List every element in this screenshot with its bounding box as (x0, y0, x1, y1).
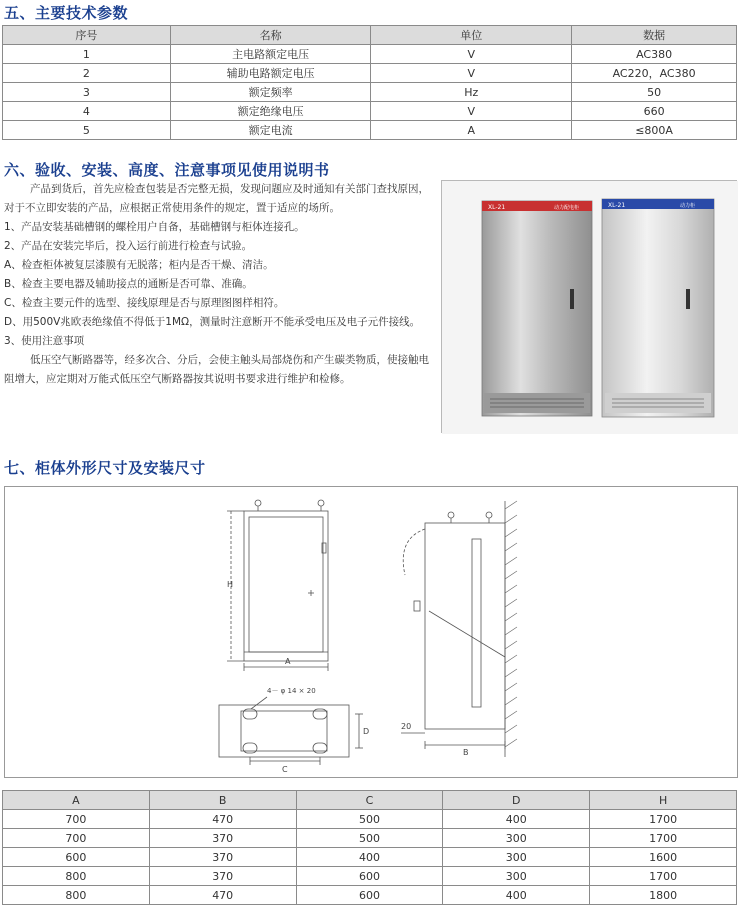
tech-params-table (2, 25, 737, 140)
table-cell: 400 (443, 886, 590, 905)
paragraph: 低压空气断路器等，经多次合、分后，会使主触头局部烧伤和产生碳类物质，使接触电阻增大，应定期对万能式低压空气断路器按其说明书要求进行维护和检修。 (4, 354, 429, 385)
table-cell: 370 (149, 848, 296, 867)
table-cell: 2 (3, 64, 171, 83)
paragraph: 1、产品安装基础槽钢的螺栓用户自备，基础槽钢与柜体连接孔。 (4, 221, 305, 233)
table-cell: 1800 (590, 886, 737, 905)
label-d: D (363, 727, 370, 736)
column-header: C (296, 791, 443, 810)
section7-title: 七、柜体外形尺寸及安装尺寸 (4, 459, 206, 477)
table-cell: 400 (296, 848, 443, 867)
table-cell: 1600 (590, 848, 737, 867)
table-cell: 700 (3, 810, 150, 829)
table-cell: 1 (3, 45, 171, 64)
column-header: 数据 (572, 26, 737, 45)
column-header: A (3, 791, 150, 810)
paragraph: 产品到货后，首先应检查包装是否完整无损，发现问题应及时通知有关部门查找原因，对于不立即安装的产品，应根据正常使用条件的规定，置于适应的场所。 (4, 183, 429, 214)
cabinet-left-label: XL-21 (488, 204, 506, 211)
table-cell: 额定电流 (170, 121, 371, 140)
paragraph: D、用500V兆欧表绝缘值不得低于1MΩ，测量时注意断开不能承受电压及电子元件接线。 (4, 316, 421, 328)
cabinet-right-sub: 动力柜 (680, 203, 696, 209)
table-cell: 300 (443, 867, 590, 886)
paragraph: 3、使用注意事项 (4, 335, 85, 347)
table-row (3, 810, 737, 829)
table-cell: 800 (3, 867, 150, 886)
table-header-row (3, 791, 737, 810)
table-cell: 370 (149, 829, 296, 848)
column-header: B (149, 791, 296, 810)
table-cell: 470 (149, 886, 296, 905)
table-cell: Hz (371, 83, 572, 102)
table-cell: 主电路额定电压 (170, 45, 371, 64)
table-cell: V (371, 45, 572, 64)
label-c: C (282, 765, 288, 774)
table-cell: 1700 (590, 867, 737, 886)
table-cell: V (371, 64, 572, 83)
column-header: 单位 (371, 26, 572, 45)
table-cell: 500 (296, 810, 443, 829)
column-header: H (590, 791, 737, 810)
table-cell: ≤800A (572, 121, 737, 140)
cabinet-left-sub: 动力配电柜 (554, 205, 580, 211)
table-cell: 800 (3, 886, 150, 905)
column-header: 序号 (3, 26, 171, 45)
section6-title: 六、验收、安装、高度、注意事项见使用说明书 (4, 161, 330, 179)
table-cell: 700 (3, 829, 150, 848)
table-cell: AC380 (572, 45, 737, 64)
table-cell: 1700 (590, 810, 737, 829)
table-cell: 1700 (590, 829, 737, 848)
table-cell: 300 (443, 848, 590, 867)
dimension-drawing (4, 486, 738, 778)
table-cell: 额定频率 (170, 83, 371, 102)
cabinet-photo (441, 180, 737, 433)
cabinet-right (602, 199, 714, 417)
table-cell: 4 (3, 102, 171, 121)
label-20: 20 (401, 722, 412, 731)
table-cell: V (371, 102, 572, 121)
table-row (3, 848, 737, 867)
table-cell: 470 (149, 810, 296, 829)
table-cell: 5 (3, 121, 171, 140)
table-row (3, 83, 737, 102)
cabinet-left (482, 201, 592, 416)
table-cell: A (371, 121, 572, 140)
table-header-row (3, 26, 737, 45)
table-cell: 500 (296, 829, 443, 848)
table-cell: 辅助电路额定电压 (170, 64, 371, 83)
table-row (3, 45, 737, 64)
table-row (3, 886, 737, 905)
table-cell: 660 (572, 102, 737, 121)
label-h: H (227, 580, 234, 589)
instructions-text (4, 180, 432, 389)
table-cell: 600 (3, 848, 150, 867)
table-cell: 600 (296, 867, 443, 886)
dimension-drawing-svg (5, 487, 739, 779)
column-header: 名称 (170, 26, 371, 45)
column-header: D (443, 791, 590, 810)
paragraph: C、检查主要元件的选型、接线原理是否与原理图图样相符。 (4, 297, 285, 309)
table-row (3, 102, 737, 121)
table-cell: 50 (572, 83, 737, 102)
paragraph: B、检查主要电器及辅助接点的通断是否可靠、准确。 (4, 278, 253, 290)
table-row (3, 64, 737, 83)
cabinet-photo-illustration (442, 181, 738, 434)
table-cell: 额定绝缘电压 (170, 102, 371, 121)
table-cell: 300 (443, 829, 590, 848)
table-cell: 3 (3, 83, 171, 102)
paragraph: A、检查柜体被复层漆膜有无脱落；柜内是否干燥、清洁。 (4, 259, 274, 271)
dimensions-table (2, 790, 737, 905)
section5-title: 五、主要技术参数 (4, 4, 129, 22)
table-row (3, 121, 737, 140)
table-cell: AC220，AC380 (572, 64, 737, 83)
cabinet-right-label: XL-21 (608, 202, 626, 209)
label-b: B (463, 748, 469, 757)
label-holes: 4－ φ 14 × 20 (267, 687, 316, 695)
table-cell: 370 (149, 867, 296, 886)
paragraph: 2、产品在安装完毕后，投入运行前进行检查与试验。 (4, 240, 253, 252)
table-cell: 600 (296, 886, 443, 905)
table-cell: 400 (443, 810, 590, 829)
label-a: A (285, 657, 291, 666)
table-row (3, 829, 737, 848)
table-row (3, 867, 737, 886)
